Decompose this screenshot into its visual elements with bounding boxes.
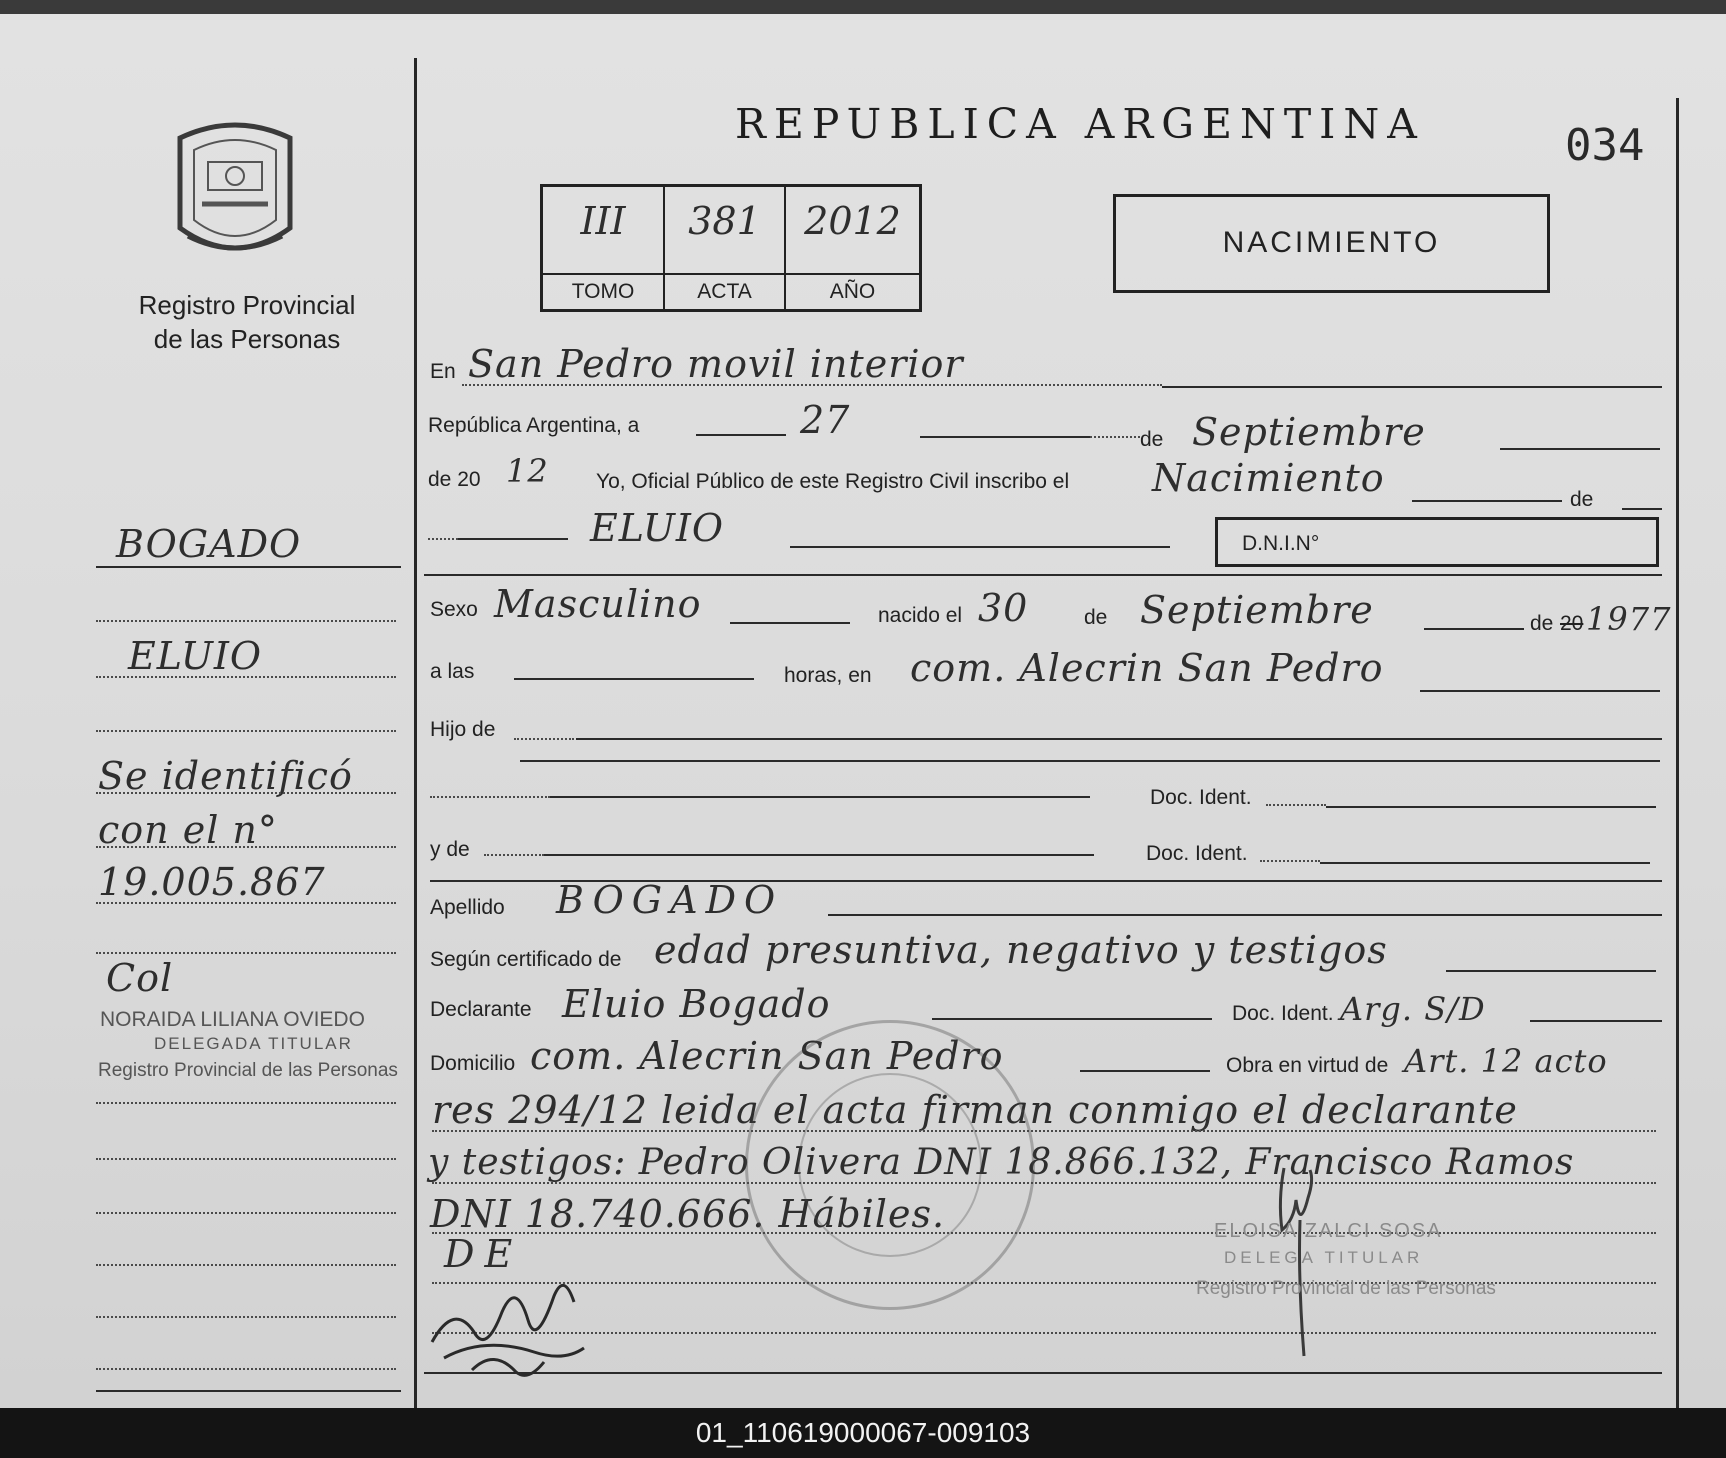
tomo-cell: [543, 187, 665, 309]
margin-initials: Col: [106, 956, 174, 1000]
child-name: ELUIO: [590, 506, 725, 550]
field-rule: [1622, 508, 1662, 510]
of-label: de: [1570, 488, 1594, 511]
field-dots: [432, 1182, 1656, 1184]
field-rule: [920, 436, 1090, 438]
horas-label: horas, en: [784, 664, 872, 687]
margin-dots: [96, 1158, 396, 1160]
margin-dots: [96, 902, 396, 904]
apellido-value: BOGADO: [556, 878, 784, 922]
margin-dots: [96, 620, 396, 622]
de-label: de: [1140, 428, 1164, 451]
segun-label: Según certificado de: [430, 948, 622, 971]
day-value: 27: [800, 398, 851, 442]
margin-dots: [96, 1264, 396, 1266]
obs-line-1: res 294/12 leida el acta firman conmigo el declarante: [432, 1088, 1518, 1132]
right-border: [1676, 98, 1679, 1408]
field-dots: [1260, 860, 1320, 862]
republica-label: República Argentina, a: [428, 414, 640, 437]
birth-de-label: de: [1084, 606, 1108, 629]
seal-inner-ring: [798, 1073, 982, 1257]
field-rule: [932, 1018, 1212, 1020]
field-rule: [1446, 970, 1656, 972]
field-rule: [1500, 448, 1660, 450]
tomo-value: III: [580, 199, 626, 243]
margin-stamp-role: DELEGADA TITULAR: [154, 1034, 353, 1053]
margin-dots: [96, 1102, 396, 1104]
tomo-label: TOMO: [543, 273, 663, 309]
birth-day: 30: [978, 586, 1029, 630]
anio-cell: [786, 187, 919, 309]
sexo-label: Sexo: [430, 598, 478, 621]
anio-label: AÑO: [786, 273, 919, 309]
registry-name: [112, 288, 382, 356]
margin-dots: [96, 952, 396, 954]
field-rule: [1420, 690, 1660, 692]
margin-stamp-office: Registro Provincial de las Personas: [98, 1060, 398, 1081]
birth-year-prefix: de: [1530, 612, 1554, 635]
sex-value: Masculino: [494, 582, 702, 626]
doc-ident-label-2: Doc. Ident.: [1146, 842, 1248, 865]
official-stamp-role: DELEGA TITULAR: [1224, 1248, 1424, 1267]
official-stamp-office: Registro Provincial de las Personas: [1196, 1278, 1496, 1299]
field-rule: [576, 738, 1662, 740]
field-dots: [484, 854, 544, 856]
month-value: Septiembre: [1192, 410, 1426, 454]
field-rule: [514, 678, 754, 680]
acta-value: 381: [688, 199, 761, 243]
margin-given-name: ELUIO: [128, 634, 263, 678]
declarante-value: Eluio Bogado: [562, 982, 831, 1026]
birth-year-struck: 20: [1560, 612, 1584, 635]
obs-line-2: y testigos: Pedro Olivera DNI 18.866.132, Francisco Ramos: [428, 1142, 1575, 1183]
yo-oficial-label: Yo, Oficial Público de este Registro Civil inscribo el: [596, 470, 1070, 493]
obs-line-3: DNI 18.740.666. Hábiles.: [430, 1192, 946, 1236]
field-rule: [828, 914, 1662, 916]
declarante-doc: Arg. S/D: [1340, 990, 1486, 1028]
birth-month: Septiembre: [1140, 588, 1374, 632]
act-type-box: NACIMIENTO: [1113, 194, 1550, 293]
declarant-signature: [424, 1262, 594, 1387]
field-rule: [1412, 500, 1562, 502]
scan-file-id: 01_110619000067-009103: [0, 1408, 1726, 1458]
misiones-seal: [170, 118, 300, 271]
birth-place: com. Alecrin San Pedro: [910, 646, 1384, 690]
field-rule: [458, 538, 568, 540]
field-rule: [544, 854, 1094, 856]
acta-cell: [665, 187, 786, 309]
field-dots: [432, 1232, 1656, 1234]
field-rule: [550, 796, 1090, 798]
declarante-label: Declarante: [430, 998, 532, 1021]
margin-rule-surname: [96, 566, 401, 568]
acta-label: ACTA: [665, 273, 784, 309]
obra-label: Obra en virtud de: [1226, 1054, 1389, 1077]
field-dots: [430, 796, 550, 798]
place-value: San Pedro movil interior: [468, 342, 964, 386]
en-label: En: [430, 360, 456, 383]
country-title: REPUBLICA ARGENTINA: [735, 100, 1425, 148]
field-rule: [1162, 386, 1662, 388]
bottom-rule: [424, 1372, 1662, 1374]
y-de-label: y de: [430, 838, 470, 861]
domicilio-value: com. Alecrin San Pedro: [530, 1034, 1004, 1078]
birth-year: 1977: [1586, 600, 1672, 638]
field-dots: [1090, 436, 1140, 438]
field-dots: [428, 538, 458, 540]
official-stamp-name: ELOISA ZALCI SOSA: [1214, 1220, 1443, 1242]
section-rule: [424, 574, 1662, 576]
field-rule: [1080, 1070, 1210, 1072]
dni-box: [1215, 517, 1659, 567]
margin-surname: BOGADO: [116, 522, 302, 566]
margin-dots: [96, 730, 396, 732]
de20-label: de 20: [428, 468, 481, 491]
margin-dots: [96, 1316, 396, 1318]
field-rule: [1530, 1020, 1662, 1022]
hijo-label: Hijo de: [430, 718, 496, 741]
anio-value: 2012: [804, 199, 901, 243]
dni-label: D.N.I.N°: [1242, 532, 1320, 555]
doc-ident-label: Doc. Ident.: [1150, 786, 1252, 809]
field-dots: [432, 1332, 1656, 1334]
registry-box: [540, 184, 922, 312]
field-dots: [462, 384, 1162, 386]
margin-note-3: 19.005.867: [98, 860, 326, 904]
field-rule: [1320, 862, 1650, 864]
folio-number: 034: [1565, 120, 1645, 171]
inscribed-type: Nacimiento: [1152, 456, 1385, 500]
margin-dots: [96, 846, 396, 848]
field-rule: [696, 434, 786, 436]
margin-bottom-rule: [96, 1390, 401, 1392]
margin-dots: [96, 1212, 396, 1214]
field-dots: [514, 738, 574, 740]
margin-stamp-name: NORAIDA LILIANA OVIEDO: [100, 1008, 365, 1031]
certificate-value: edad presuntiva, negativo y testigos: [654, 928, 1388, 972]
margin-note-1: Se identificó: [98, 754, 353, 798]
field-rule: [1424, 628, 1524, 630]
field-rule: [1326, 806, 1656, 808]
margin-divider: [414, 58, 417, 1408]
field-dots: [1266, 804, 1326, 806]
section-rule: [520, 760, 1660, 762]
apellido-label: Apellido: [430, 896, 505, 919]
obra-value: Art. 12 acto: [1404, 1042, 1608, 1080]
margin-dots: [96, 676, 396, 678]
field-rule: [730, 622, 850, 624]
margin-dots: [96, 1368, 396, 1370]
nacido-label: nacido el: [878, 604, 963, 627]
field-rule: [790, 546, 1170, 548]
doc-ident-label-3: Doc. Ident.: [1232, 1002, 1334, 1025]
field-dots: [432, 1130, 1656, 1132]
domicilio-label: Domicilio: [430, 1052, 516, 1075]
obs-line-4: DE: [444, 1232, 523, 1276]
registry-name-line1: Registro Provincial: [138, 290, 356, 320]
registry-name-line2: de las Personas: [153, 324, 341, 354]
alas-label: a las: [430, 660, 475, 683]
margin-note-2: con el n°: [98, 808, 278, 852]
margin-dots: [96, 792, 396, 794]
round-registry-seal: [745, 1020, 1035, 1310]
year-suffix: 12: [506, 452, 549, 490]
